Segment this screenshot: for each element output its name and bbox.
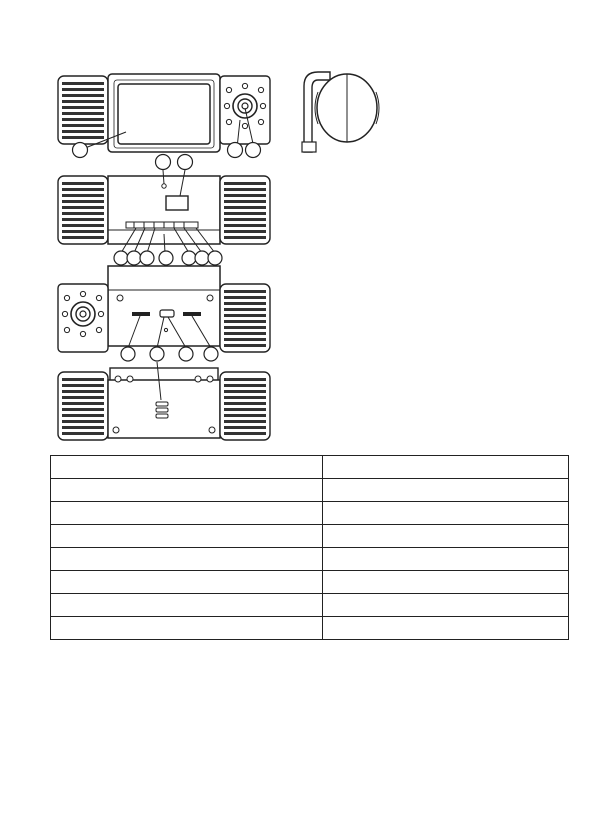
callout-13 [121, 347, 135, 361]
table-row [51, 571, 569, 594]
table-cell [51, 617, 323, 640]
left-grille-icon [58, 372, 108, 440]
callout-1 [73, 143, 88, 158]
callout-9 [159, 251, 173, 265]
rear-view [58, 266, 270, 361]
right-grille-icon [220, 284, 270, 352]
callout-11 [195, 251, 209, 265]
callout-7 [127, 251, 141, 265]
table-cell [51, 525, 323, 548]
left-grille-icon [58, 76, 108, 144]
table-cell [51, 571, 323, 594]
table-row [51, 617, 569, 640]
table-cell [323, 502, 569, 525]
callout-2 [228, 143, 243, 158]
mount-bracket-icon [302, 72, 379, 152]
top-view [58, 155, 270, 245]
table-cell [323, 617, 569, 640]
right-grille-icon [220, 176, 270, 244]
underside-view [58, 362, 270, 440]
table-row [51, 594, 569, 617]
table-row [51, 502, 569, 525]
left-grille-icon [58, 176, 108, 244]
table-cell [323, 548, 569, 571]
callout-8 [140, 251, 154, 265]
table-cell [51, 594, 323, 617]
table-cell [323, 456, 569, 479]
front-view [58, 74, 270, 158]
callout-16 [204, 347, 218, 361]
table-cell [51, 502, 323, 525]
table-cell [323, 479, 569, 502]
table-cell [323, 594, 569, 617]
callout-5 [178, 155, 193, 170]
callout-10 [182, 251, 196, 265]
callout-3 [246, 143, 261, 158]
callout-14 [150, 347, 164, 361]
table-row [51, 479, 569, 502]
camera-lens-icon [58, 284, 108, 352]
right-grille-icon [220, 372, 270, 440]
table-cell [51, 456, 323, 479]
table-cell [51, 479, 323, 502]
callout-6 [114, 251, 128, 265]
table-cell [323, 571, 569, 594]
parts-table [50, 455, 569, 640]
table-row [51, 548, 569, 571]
table-row [51, 525, 569, 548]
callout-15 [179, 347, 193, 361]
callout-12 [208, 251, 222, 265]
callout-4 [156, 155, 171, 170]
table-cell [323, 525, 569, 548]
table-cell [51, 548, 323, 571]
table-row [51, 456, 569, 479]
lcd-screen [118, 84, 210, 144]
